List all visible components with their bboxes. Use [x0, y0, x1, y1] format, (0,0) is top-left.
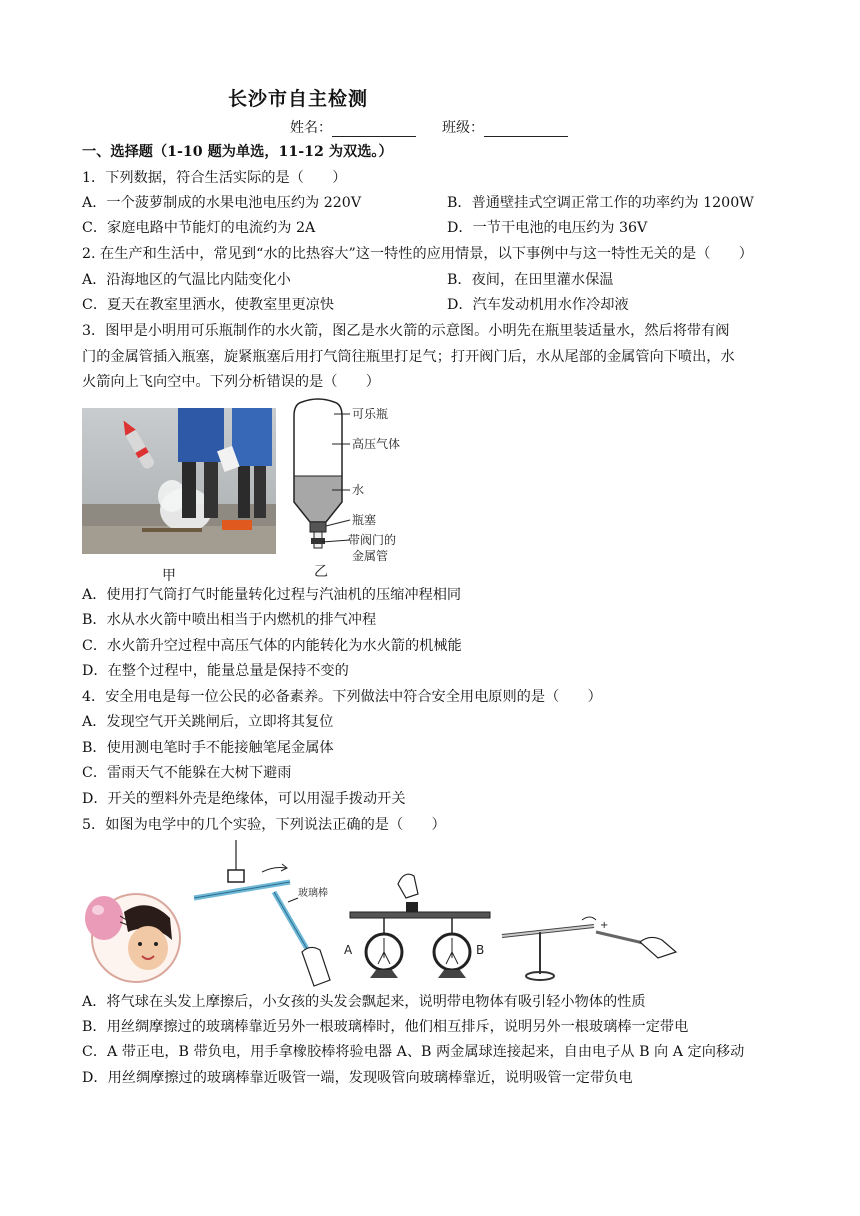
label-bottle: 可乐瓶 [352, 407, 389, 421]
suspended-glass-rod-figure [190, 840, 340, 988]
q3-option-c: C．水火箭升空过程中高压气体的内能转化为水火箭的机械能 [82, 638, 462, 654]
fig-yi-caption: 乙 [314, 564, 328, 580]
electroscopes-figure [340, 868, 500, 986]
q5-option-c: C．A 带正电，B 带负电，用手拿橡胶棒将验电器 A、B 两金属球连接起来，自由电子从 B 向 A 定向移动 [82, 1044, 745, 1060]
label-water: 水 [352, 483, 365, 497]
water-rocket-photo [82, 408, 276, 554]
q1-stem: 1．下列数据，符合生活实际的是（ ） [82, 170, 347, 186]
straw-rod-figure [500, 900, 680, 988]
section-heading: 一、选择题（1-10 题为单选，11-12 为双选。） [82, 144, 393, 160]
fig-jia-caption: 甲 [162, 568, 176, 584]
class-blank[interactable] [484, 122, 568, 137]
q4-option-b: B．使用测电笔时手不能接触笔尾金属体 [82, 740, 334, 756]
q5-stem: 5．如图为电学中的几个实验，下列说法正确的是（ ） [82, 817, 446, 833]
q3-option-b: B．水从水火箭中喷出相当于内燃机的排气冲程 [82, 612, 377, 628]
electroscope-a-label: A [344, 943, 353, 957]
label-valve-2: 金属管 [352, 549, 389, 563]
q2-option-a: A．沿海地区的气温比内陆变化小 [82, 272, 291, 288]
class-label: 班级： [442, 120, 484, 136]
page-title: 长沙市自主检测 [228, 88, 369, 110]
q1-option-a: A．一个菠萝制成的水果电池电压约为 220V [82, 195, 362, 211]
q4-option-a: A．发现空气开关跳闸后，立即将其复位 [82, 714, 334, 730]
name-blank[interactable] [332, 122, 416, 137]
q1-option-b: B．普通壁挂式空调正常工作的功率约为 1200W [447, 195, 754, 211]
water-rocket-diagram [286, 398, 426, 580]
q4-option-c: C．雷雨天气不能躲在大树下避雨 [82, 765, 292, 781]
name-label: 姓名： [290, 120, 332, 136]
q3-stem-line2: 门的金属管插入瓶塞，旋紧瓶塞后用打气筒往瓶里打足气；打开阀门后，水从尾部的金属管向下喷出，水 [82, 349, 735, 365]
q3-option-d: D．在整个过程中，能量总量是保持不变的 [82, 663, 349, 679]
label-gas: 高压气体 [352, 437, 401, 451]
q1-option-d: D．一节干电池的电压约为 36V [447, 220, 648, 236]
q2-stem: 2. 在生产和生活中，常见到“水的比热容大”这一特性的应用情景，以下事例中与这一特性无关的是（ ） [82, 246, 753, 262]
q4-option-d: D．开关的塑料外壳是绝缘体，可以用湿手拨动开关 [82, 791, 406, 807]
q2-option-c: C．夏天在教室里洒水，使教室里更凉快 [82, 297, 335, 313]
q5-option-d: D．用丝绸摩擦过的玻璃棒靠近吸管一端，发现吸管向玻璃棒靠近，说明吸管一定带负电 [82, 1070, 633, 1086]
q2-option-d: D．汽车发动机用水作冷却液 [447, 297, 629, 313]
q3-option-a: A．使用打气筒打气时能量转化过程与汽油机的压缩冲程相同 [82, 587, 462, 603]
q3-stem-line3: 火箭向上飞向空中。下列分析错误的是（ ） [82, 374, 380, 390]
balloon-girl-image [82, 892, 182, 984]
q4-stem: 4．安全用电是每一位公民的必备素养。下列做法中符合安全用电原则的是（ ） [82, 689, 602, 705]
electroscope-b-label: B [476, 943, 485, 957]
q5-option-b: B．用丝绸摩擦过的玻璃棒靠近另外一根玻璃棒时，他们相互排斥，说明另外一根玻璃棒一定带电 [82, 1019, 689, 1035]
q2-option-b: B．夜间，在田里灌水保温 [447, 272, 614, 288]
glass-rod-label: 玻璃棒 [298, 888, 328, 899]
plus-sign-label: + [600, 920, 609, 931]
q1-option-c: C．家庭电路中节能灯的电流约为 2A [82, 220, 316, 236]
q5-option-a: A．将气球在头发上摩擦后，小女孩的头发会飘起来，说明带电物体有吸引轻小物体的性质 [82, 994, 646, 1010]
label-plug: 瓶塞 [352, 513, 377, 527]
student-info [290, 117, 594, 137]
q3-stem-line1: 3．图甲是小明用可乐瓶制作的水火箭，图乙是水火箭的示意图。小明先在瓶里装适量水，然后将带有阀 [82, 323, 730, 339]
label-valve-1: 带阀门的 [348, 533, 397, 547]
